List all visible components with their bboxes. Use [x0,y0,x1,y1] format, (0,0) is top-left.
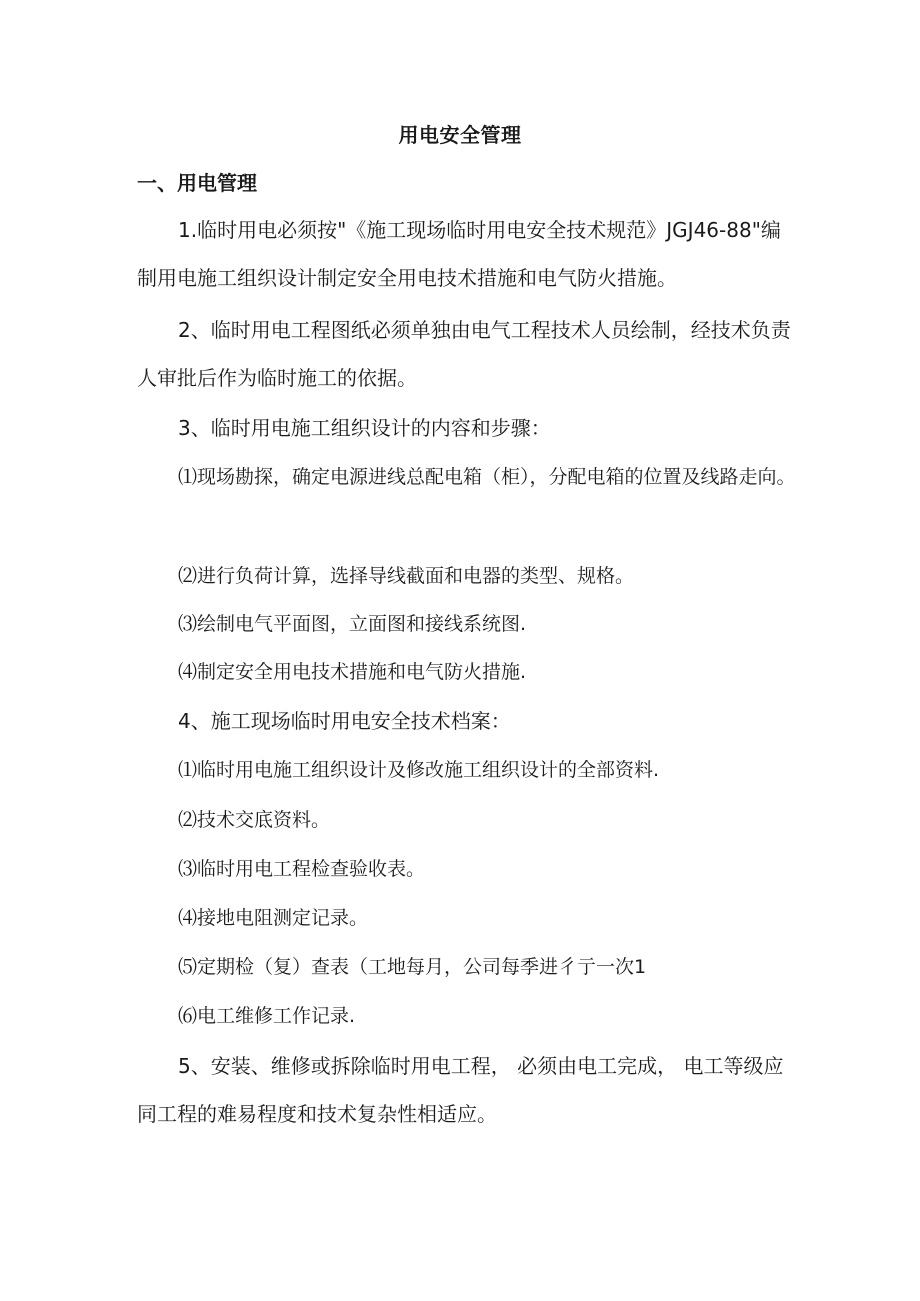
list-item-3-1: ⑴现场勘探，确定电源进线总配电箱（柜），分配电箱的位置及线路走向。 [178,466,796,488]
list-item-4-2: ⑵技术交底资料。 [178,809,331,831]
paragraph-3: 3、临时用电施工组织设计的内容和步骤： [178,416,551,440]
document-title: 用电安全管理 [398,123,522,147]
paragraph-4: 4、施工现场临时用电安全技术档案： [178,709,511,733]
list-item-3-4: ⑷制定安全用电技术措施和电气防火措施. [178,661,527,683]
list-item-3-2: ⑵进行负荷计算，选择导线截面和电器的类型、规格。 [178,565,635,587]
list-item-4-5: ⑸定期检（复）查表（工地每月，公司每季进彳亍一次1 [178,956,647,978]
list-item-3-3: ⑶绘制电气平面图，立面图和接线系统图. [178,613,527,635]
section-heading: 一、用电管理 [137,171,257,195]
list-item-4-4: ⑷接地电阻测定记录。 [178,907,369,929]
paragraph-5: 5、安装、维修或拆除临时用电工程， 必须由电工完成， 电工等级应同工程的难易程度和技术复杂性相适应。 [137,1054,784,1126]
list-item-4-1: ⑴临时用电施工组织设计及修改施工组织设计的全部资料. [178,759,660,781]
list-item-4-3: ⑶临时用电工程检查验收表。 [178,858,426,880]
paragraph-2: 2、临时用电工程图纸必须单独由电气工程技术人员绘制，经技术负责人审批后作为临时施工的依据。 [137,318,791,390]
list-item-4-6: ⑹电工维修工作记录. [178,1005,356,1027]
paragraph-1: 1.临时用电必须按"《施工现场临时用电安全技术规范》JGJ46-88"编制用电施工组织设计制定安全用电技术措施和电气防火措施。 [137,218,781,290]
